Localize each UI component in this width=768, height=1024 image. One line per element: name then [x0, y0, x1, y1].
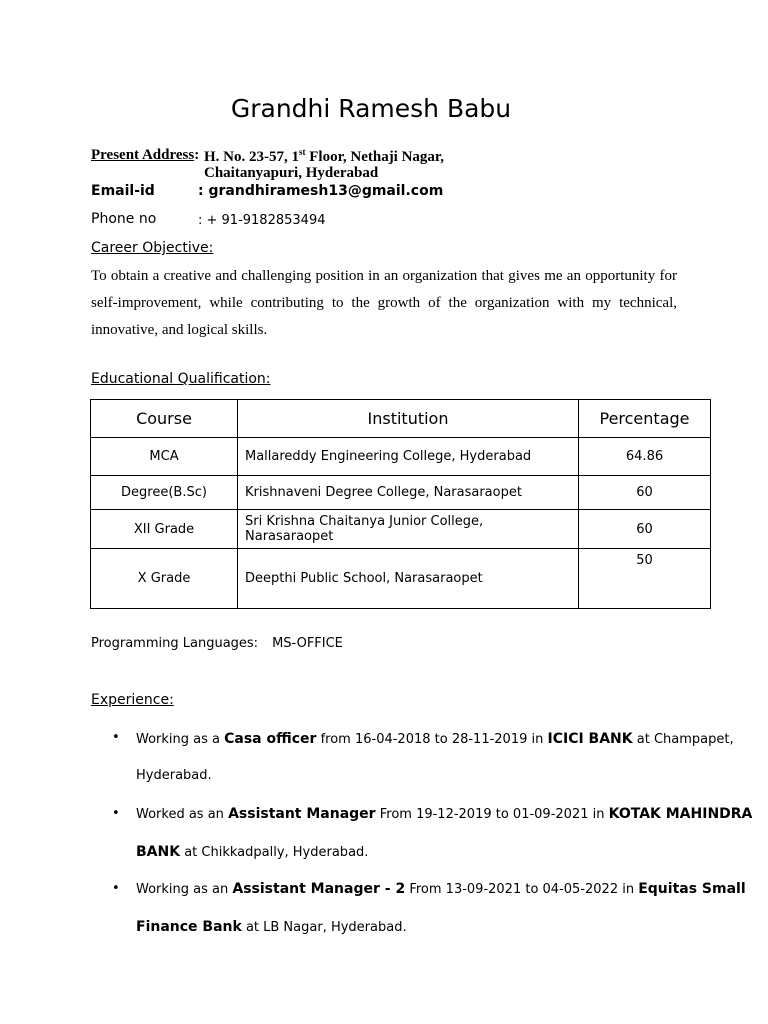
- experience-item-3-line-2: Finance Bank at LB Nagar, Hyderabad.: [136, 919, 407, 935]
- programming-languages-label: Programming Languages:: [91, 636, 259, 651]
- career-objective-heading: Career Objective:: [91, 240, 214, 256]
- experience-item-1-line-1: Working as a Casa officer from 16-04-2018 to 28-11-2019 in ICICI BANK at Champapet,: [136, 731, 734, 747]
- institution-cell: Sri Krishna Chaitanya Junior College, Narasaraopet: [238, 510, 579, 549]
- bullet-icon: •: [112, 806, 120, 821]
- table-row: [91, 438, 711, 476]
- resume-name: Grandhi Ramesh Babu: [230, 94, 512, 123]
- table-row: [91, 510, 711, 549]
- email-label: Email-id: [91, 183, 155, 199]
- experience-item-2-line-1: Worked as an Assistant Manager From 19-12-2019 to 01-09-2021 in KOTAK MAHINDRA: [136, 806, 753, 822]
- programming-languages-value: MS-OFFICE: [272, 636, 343, 651]
- percentage-cell: 60: [579, 510, 711, 549]
- address-line-2: Chaitanyapuri, Hyderabad: [204, 165, 379, 181]
- table-row: [91, 476, 711, 510]
- course-cell: XII Grade: [91, 510, 238, 549]
- course-cell: MCA: [91, 438, 238, 476]
- email-value: : grandhiramesh13@gmail.com: [198, 183, 444, 199]
- address-line-1: H. No. 23-57, 1st Floor, Nethaji Nagar,: [204, 147, 444, 165]
- career-objective-text: To obtain a creative and challenging position in an organization that gives me an opportunity for self-improvement, while contributing to the growth of the organization with my technical, innovative, and logical skills.: [91, 268, 677, 338]
- experience-heading: Experience:: [91, 692, 174, 708]
- phone-value: : + 91-9182853494: [198, 213, 326, 228]
- education-heading: Educational Qualification:: [91, 371, 271, 387]
- education-table: [90, 399, 711, 609]
- programming-languages: [91, 636, 343, 651]
- percentage-cell: 64.86: [579, 438, 711, 476]
- address-label: Present Address:: [91, 147, 200, 163]
- column-header-institution: Institution: [238, 400, 579, 438]
- table-row: [91, 549, 711, 609]
- bullet-icon: •: [112, 881, 120, 896]
- experience-item-1-line-2: Hyderabad.: [136, 768, 212, 783]
- percentage-cell: 60: [579, 476, 711, 510]
- table-header-row: [91, 400, 711, 438]
- bullet-icon: •: [112, 730, 120, 745]
- percentage-cell: 50: [579, 549, 711, 609]
- course-cell: X Grade: [91, 549, 238, 609]
- institution-cell: Krishnaveni Degree College, Narasaraopet: [238, 476, 579, 510]
- column-header-course: Course: [91, 400, 238, 438]
- course-cell: Degree(B.Sc): [91, 476, 238, 510]
- institution-cell: Mallareddy Engineering College, Hyderabad: [238, 438, 579, 476]
- column-header-percentage: Percentage: [579, 400, 711, 438]
- experience-item-2-line-2: BANK at Chikkadpally, Hyderabad.: [136, 844, 369, 860]
- institution-cell: Deepthi Public School, Narasaraopet: [238, 549, 579, 609]
- phone-label: Phone no: [91, 211, 157, 227]
- experience-item-3-line-1: Working as an Assistant Manager - 2 From 13-09-2021 to 04-05-2022 in Equitas Small: [136, 881, 746, 897]
